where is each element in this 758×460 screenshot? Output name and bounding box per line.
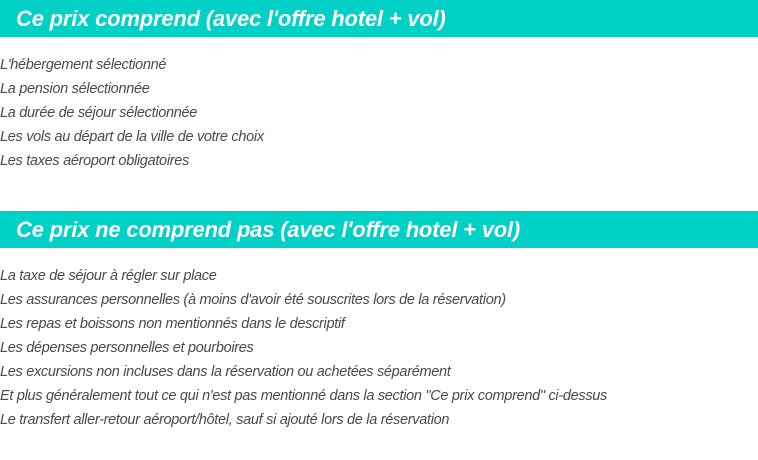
excluded-item: Et plus généralement tout ce qui n'est pas mentionné dans la section "Ce prix comprend" ci-dessus — [0, 388, 608, 404]
excluded-item: Les repas et boissons non mentionnés dans le descriptif — [0, 316, 345, 332]
excluded-item: Les dépenses personnelles et pourboires — [0, 340, 254, 356]
excluded-item: Le transfert aller-retour aéroport/hôtel, sauf si ajouté lors de la réservation — [0, 412, 450, 428]
excluded-item: La taxe de séjour à régler sur place — [0, 268, 217, 284]
included-section-title: Ce prix comprend (avec l'offre hotel + vol) — [16, 5, 446, 31]
included-item: Les vols au départ de la ville de votre choix — [0, 129, 264, 145]
excluded-section-header — [0, 211, 758, 248]
included-item: L'hébergement sélectionné — [0, 57, 167, 73]
included-item: Les taxes aéroport obligatoires — [0, 153, 189, 169]
excluded-items-list — [0, 248, 758, 432]
excluded-section-title: Ce prix ne comprend pas (avec l'offre hotel + vol) — [16, 216, 521, 242]
excluded-section — [0, 211, 758, 432]
included-section-header — [0, 0, 758, 37]
excluded-item: Les excursions non incluses dans la réservation ou achetées séparément — [0, 364, 451, 380]
included-item: La durée de séjour sélectionnée — [0, 105, 198, 121]
section-spacer — [0, 173, 758, 211]
included-item: La pension sélectionnée — [0, 81, 150, 97]
included-items-list — [0, 37, 758, 173]
excluded-item: Les assurances personnelles (à moins d'avoir été souscrites lors de la réservation) — [0, 292, 506, 308]
included-section — [0, 0, 758, 173]
